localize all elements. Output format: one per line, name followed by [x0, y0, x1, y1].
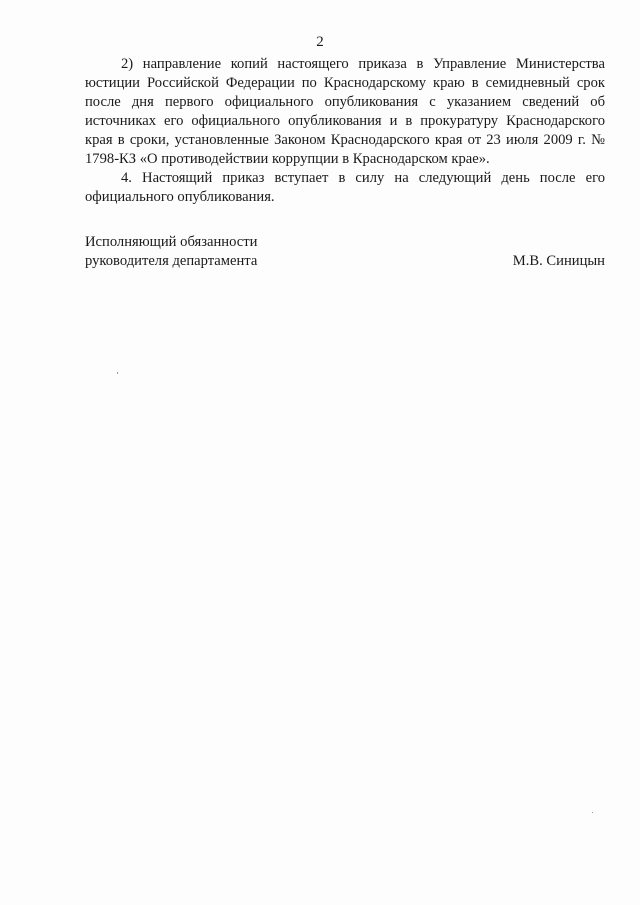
signer-name: М.В. Синицын — [512, 253, 605, 269]
scan-speck — [592, 812, 593, 813]
scan-speck — [117, 372, 118, 374]
paragraph-item-2: 2) направление копий настоящего приказа в Управление Министерства юстиции Российской Федерации по Краснодарскому краю в семидневный срок после дня первого официального опубликования с указанием сведений об источниках его официального опубликования и в прокуратуру Краснодарского края в сроки, установленные Законом Краснодарского края от 23 июля 2009 г. № 1798-КЗ «О противодействии коррупции в Краснодарском крае». — [85, 56, 605, 167]
page-number: 2 — [316, 34, 324, 50]
paragraph-item-4: 4. Настоящий приказ вступает в силу на следующий день после его официального опубликования. — [85, 170, 605, 205]
signer-position-line1: Исполняющий обязанности — [85, 234, 258, 250]
signature-block — [85, 233, 605, 271]
document-body — [85, 55, 605, 207]
signer-position-line2: руководителя департамента — [85, 253, 258, 269]
